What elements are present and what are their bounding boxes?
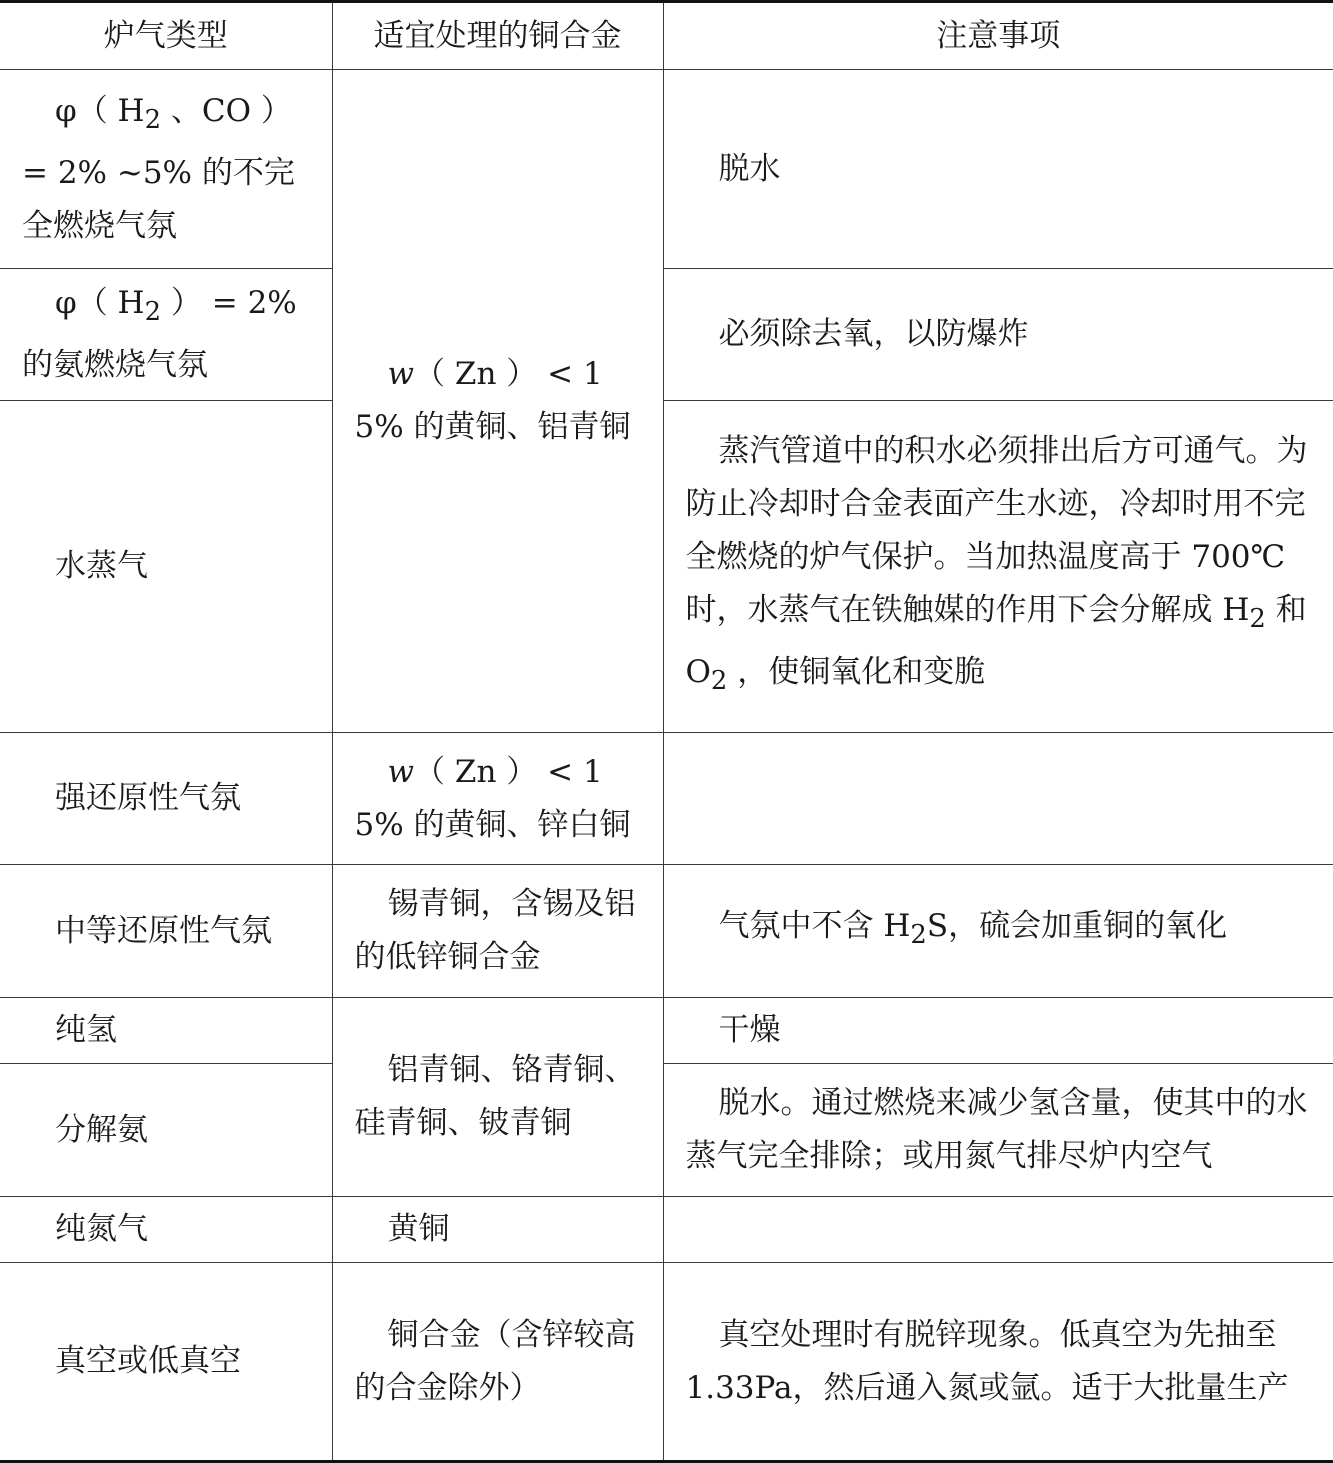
table-row: [0, 998, 1333, 1064]
cell-alloy: 锡青铜，含锡及铝的低锌铜合金: [332, 865, 663, 998]
table-row: [0, 865, 1333, 998]
table-row: [0, 401, 1333, 733]
cell-note: [663, 1197, 1333, 1263]
cell-atmosphere: 中等还原性气氛: [0, 865, 332, 998]
cell-note: 脱水。通过燃烧来减少氢含量，使其中的水蒸气完全排除；或用氮气排尽炉内空气: [663, 1064, 1333, 1197]
cell-note: 必须除去氧，以防爆炸: [663, 269, 1333, 401]
cell-alloy: 铜合金（含锌较高的合金除外）: [332, 1263, 663, 1462]
cell-atmosphere: 分解氨: [0, 1064, 332, 1197]
table-row: [0, 1263, 1333, 1462]
table-row: [0, 269, 1333, 401]
cell-note: 干燥: [663, 998, 1333, 1064]
cell-alloy: 铝青铜、铬青铜、硅青铜、铍青铜: [332, 998, 663, 1197]
cell-note: 脱水: [663, 70, 1333, 269]
cell-note: [663, 733, 1333, 865]
cell-atmosphere: 真空或低真空: [0, 1263, 332, 1462]
cell-note: 真空处理时有脱锌现象。低真空为先抽至 1.33Pa，然后通入氮或氩。适于大批量生产: [663, 1263, 1333, 1462]
table-row: [0, 1064, 1333, 1197]
cell-atmosphere: 水蒸气: [0, 401, 332, 733]
cell-note: 蒸汽管道中的积水必须排出后方可通气。为防止冷却时合金表面产生水迹，冷却时用不完全燃烧的炉气保护。当加热温度高于 700℃ 时，水蒸气在铁触媒的作用下会分解成 $H_2$ 和 $O_2$ ，使铜氧化和变脆: [663, 401, 1333, 733]
cell-alloy: 黄铜: [332, 1197, 663, 1263]
cell-atmosphere: 强还原性气氛: [0, 733, 332, 865]
cell-atmosphere: φ（ $H_2$ 、CO ） = 2% ~5% 的不完全燃烧气氛: [0, 70, 332, 269]
table-row: [0, 733, 1333, 865]
header-atmosphere-type: 炉气类型: [0, 2, 332, 70]
header-suitable-alloy: 适宜处理的铜合金: [332, 2, 663, 70]
cell-atmosphere: 纯氢: [0, 998, 332, 1064]
cell-alloy: w（ Zn ） < 15% 的黄铜、铝青铜: [332, 70, 663, 733]
header-notes: 注意事项: [663, 2, 1333, 70]
table-row: [0, 1197, 1333, 1263]
cell-alloy: w（ Zn ） < 15% 的黄铜、锌白铜: [332, 733, 663, 865]
table-row: [0, 70, 1333, 269]
table-header-row: [0, 2, 1333, 70]
cell-atmosphere: φ（ $H_2$ ） = 2% 的氨燃烧气氛: [0, 269, 332, 401]
cell-atmosphere: 纯氮气: [0, 1197, 332, 1263]
cell-note: 气氛中不含 $H_2S$，硫会加重铜的氧化: [663, 865, 1333, 998]
